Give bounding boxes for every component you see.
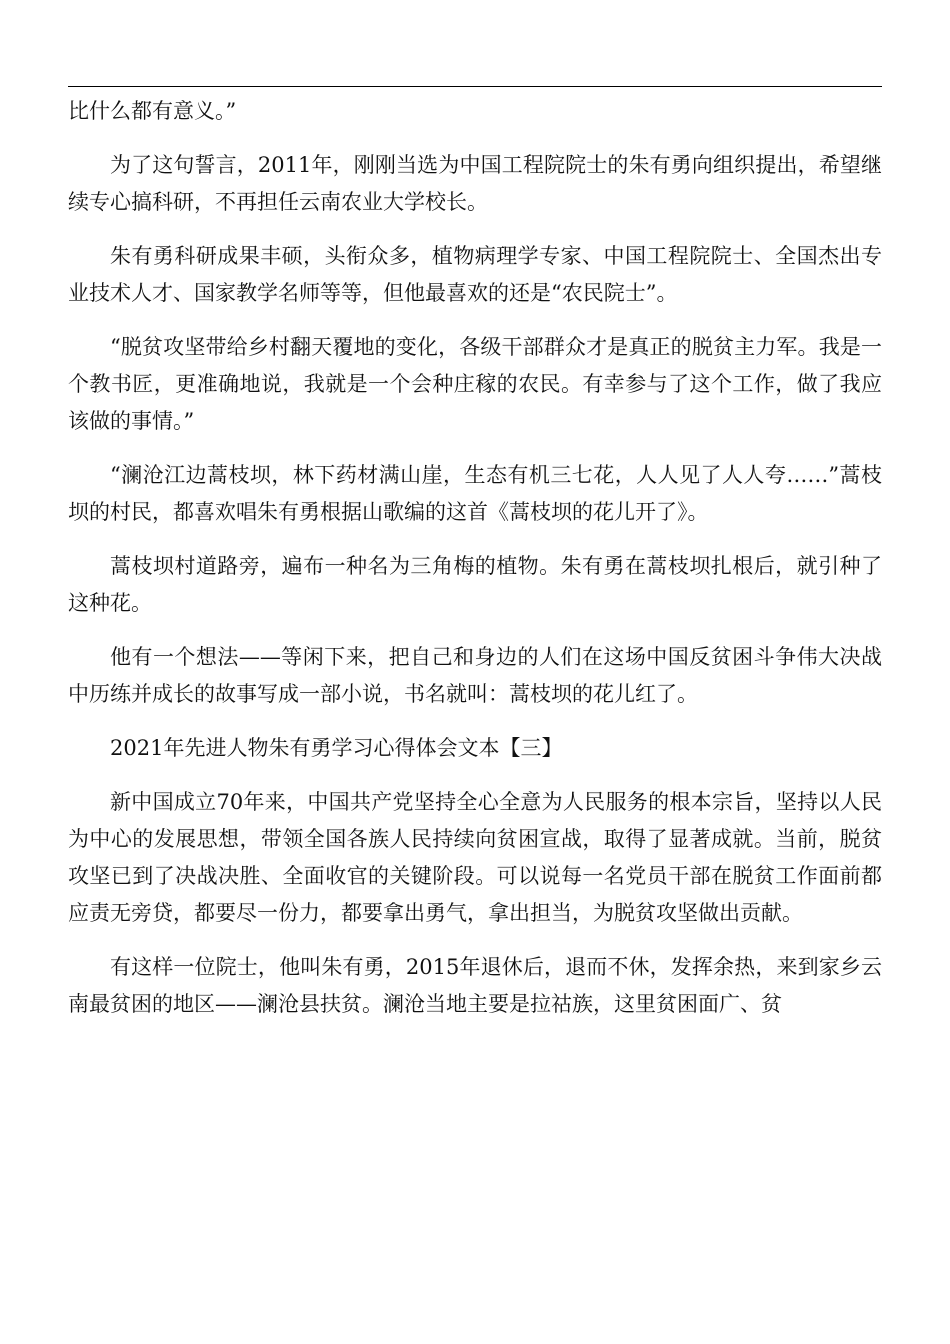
paragraph-1: 比什么都有意义。” (68, 99, 237, 123)
header-rule (68, 86, 882, 87)
paragraph-4: “脱贫攻坚带给乡村翻天覆地的变化，各级干部群众才是真正的脱贫主力军。我是一个教书匠，更准确地说，我就是一个会种庄稼的农民。有幸参与了这个工作，做了我应该做的事情。” (68, 335, 882, 433)
paragraph-3: 朱有勇科研成果丰硕，头衔众多，植物病理学专家、中国工程院院士、全国杰出专业技术人才、国家教学名师等等，但他最喜欢的还是“农民院士”。 (68, 244, 882, 305)
paragraph-7: 他有一个想法——等闲下来，把自己和身边的人们在这场中国反贫困斗争伟大决战中历练并成长的故事写成一部小说，书名就叫：蒿枝坝的花儿红了。 (68, 645, 882, 706)
document-body (68, 93, 882, 1040)
paragraph-5: “澜沧江边蒿枝坝，林下药材满山崖，生态有机三七花，人人见了人人夸……”蒿枝坝的村民，都喜欢唱朱有勇根据山歌编的这首《蒿枝坝的花儿开了》。 (68, 463, 882, 524)
section-heading: 2021年先进人物朱有勇学习心得体会文本【三】 (110, 736, 563, 760)
paragraph-6: 蒿枝坝村道路旁，遍布一种名为三角梅的植物。朱有勇在蒿枝坝扎根后，就引种了这种花。 (68, 554, 882, 615)
paragraph-2: 为了这句誓言，2011年，刚刚当选为中国工程院院士的朱有勇向组织提出，希望继续专心搞科研，不再担任云南农业大学校长。 (68, 153, 882, 214)
paragraph-8: 新中国成立70年来，中国共产党坚持全心全意为人民服务的根本宗旨，坚持以人民为中心的发展思想，带领全国各族人民持续向贫困宣战，取得了显著成就。当前，脱贫攻坚已到了决战决胜、全面收官的关键阶段。可以说每一名党员干部在脱贫工作面前都应责无旁贷，都要尽一份力，都要拿出勇气，拿出担当，为脱贫攻坚做出贡献。 (68, 790, 882, 925)
paragraph-9: 有这样一位院士，他叫朱有勇，2015年退休后，退而不休，发挥余热，来到家乡云南最贫困的地区——澜沧县扶贫。澜沧当地主要是拉祜族，这里贫困面广、贫 (68, 955, 882, 1016)
